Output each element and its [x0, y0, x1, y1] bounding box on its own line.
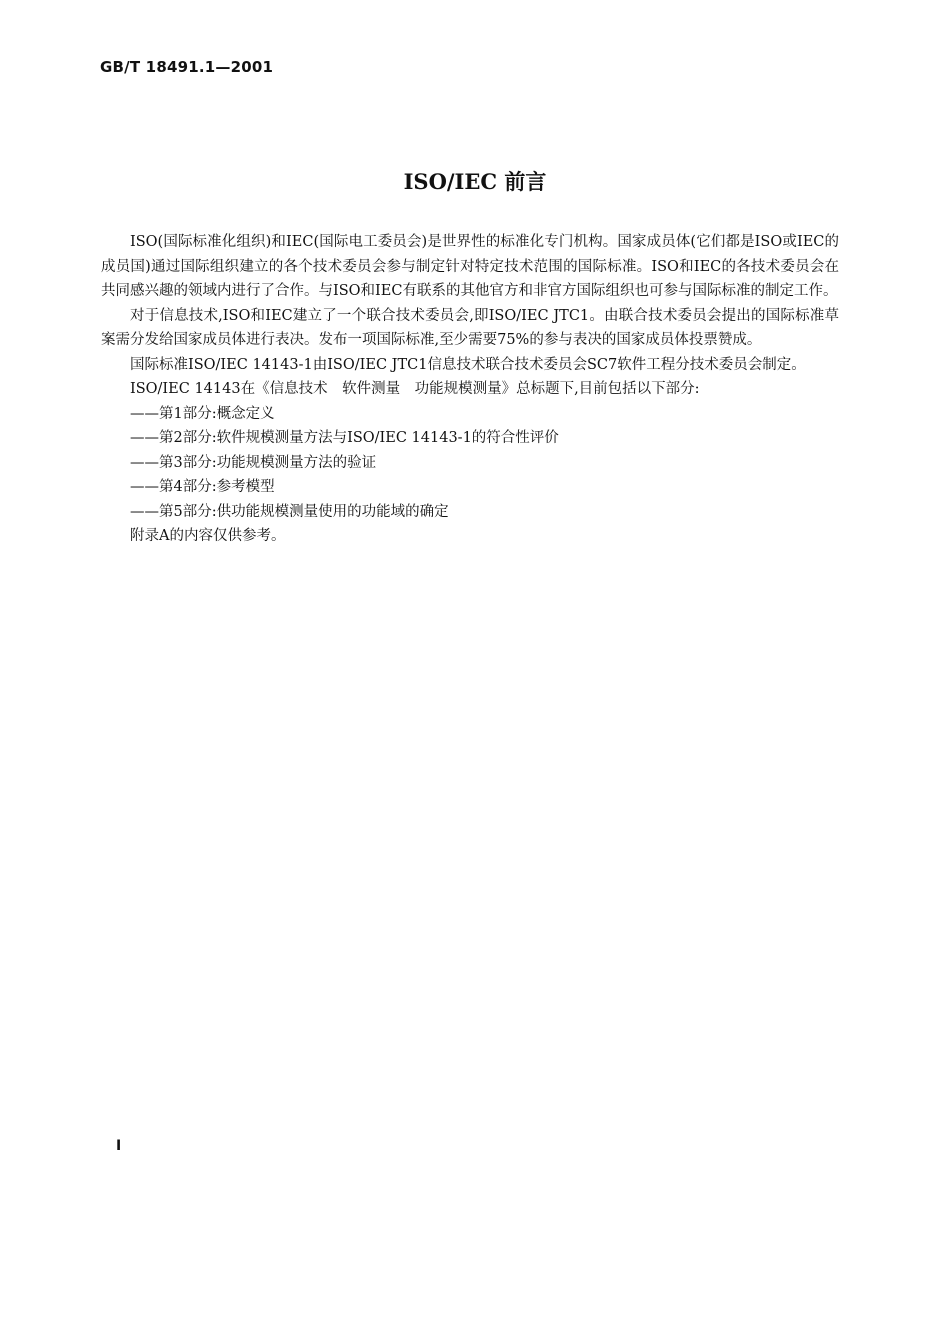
page-title: ISO/IEC 前言	[403, 169, 547, 194]
appendix-note: 附录A的内容仅供参考。	[130, 528, 286, 544]
page-number: I	[116, 1138, 122, 1154]
paragraph-iso-iec-intro: ISO(国际标准化组织)和IEC(国际电工委员会)是世界性的标准化专门机构。国家成员体(它们都是ISO或IEC的成员国)通过国际组织建立的各个技术委员会参与制定针对特定技术范围的国际标准。ISO和IEC的各技术委员会在共同感兴趣的领域内进行了合作。与ISO和IEC有联系的其他官方和非官方国际组织也可参与国际标准的制定工作。	[101, 234, 839, 299]
list-item-part-5: ——第5部分:供功能规模测量使用的功能域的确定	[130, 503, 449, 520]
paragraph-series-intro: ISO/IEC 14143在《信息技术 软件测量 功能规模测量》总标题下,目前包括以下部分:	[130, 381, 700, 397]
list-item-part-1: ——第1部分:概念定义	[130, 405, 275, 422]
list-item-part-2: ——第2部分:软件规模测量方法与ISO/IEC 14143-1的符合性评价	[130, 430, 559, 446]
paragraph-jtc1: 对于信息技术,ISO和IEC建立了一个联合技术委员会,即ISO/IEC JTC1。由联合技术委员会提出的国际标准草案需分发给国家成员体进行表决。发布一项国际标准,至少需要75%的参与表决的国家成员体投票赞成。	[101, 307, 839, 348]
standard-number-header: GB/T 18491.1—2001	[100, 58, 274, 76]
list-item-part-3: ——第3部分:功能规模测量方法的验证	[130, 454, 377, 471]
foreword-body	[101, 230, 839, 549]
paragraph-sc7: 国际标准ISO/IEC 14143-1由ISO/IEC JTC1信息技术联合技术委员会SC7软件工程分技术委员会制定。	[130, 356, 806, 373]
list-item-part-4: ——第4部分:参考模型	[130, 479, 275, 495]
